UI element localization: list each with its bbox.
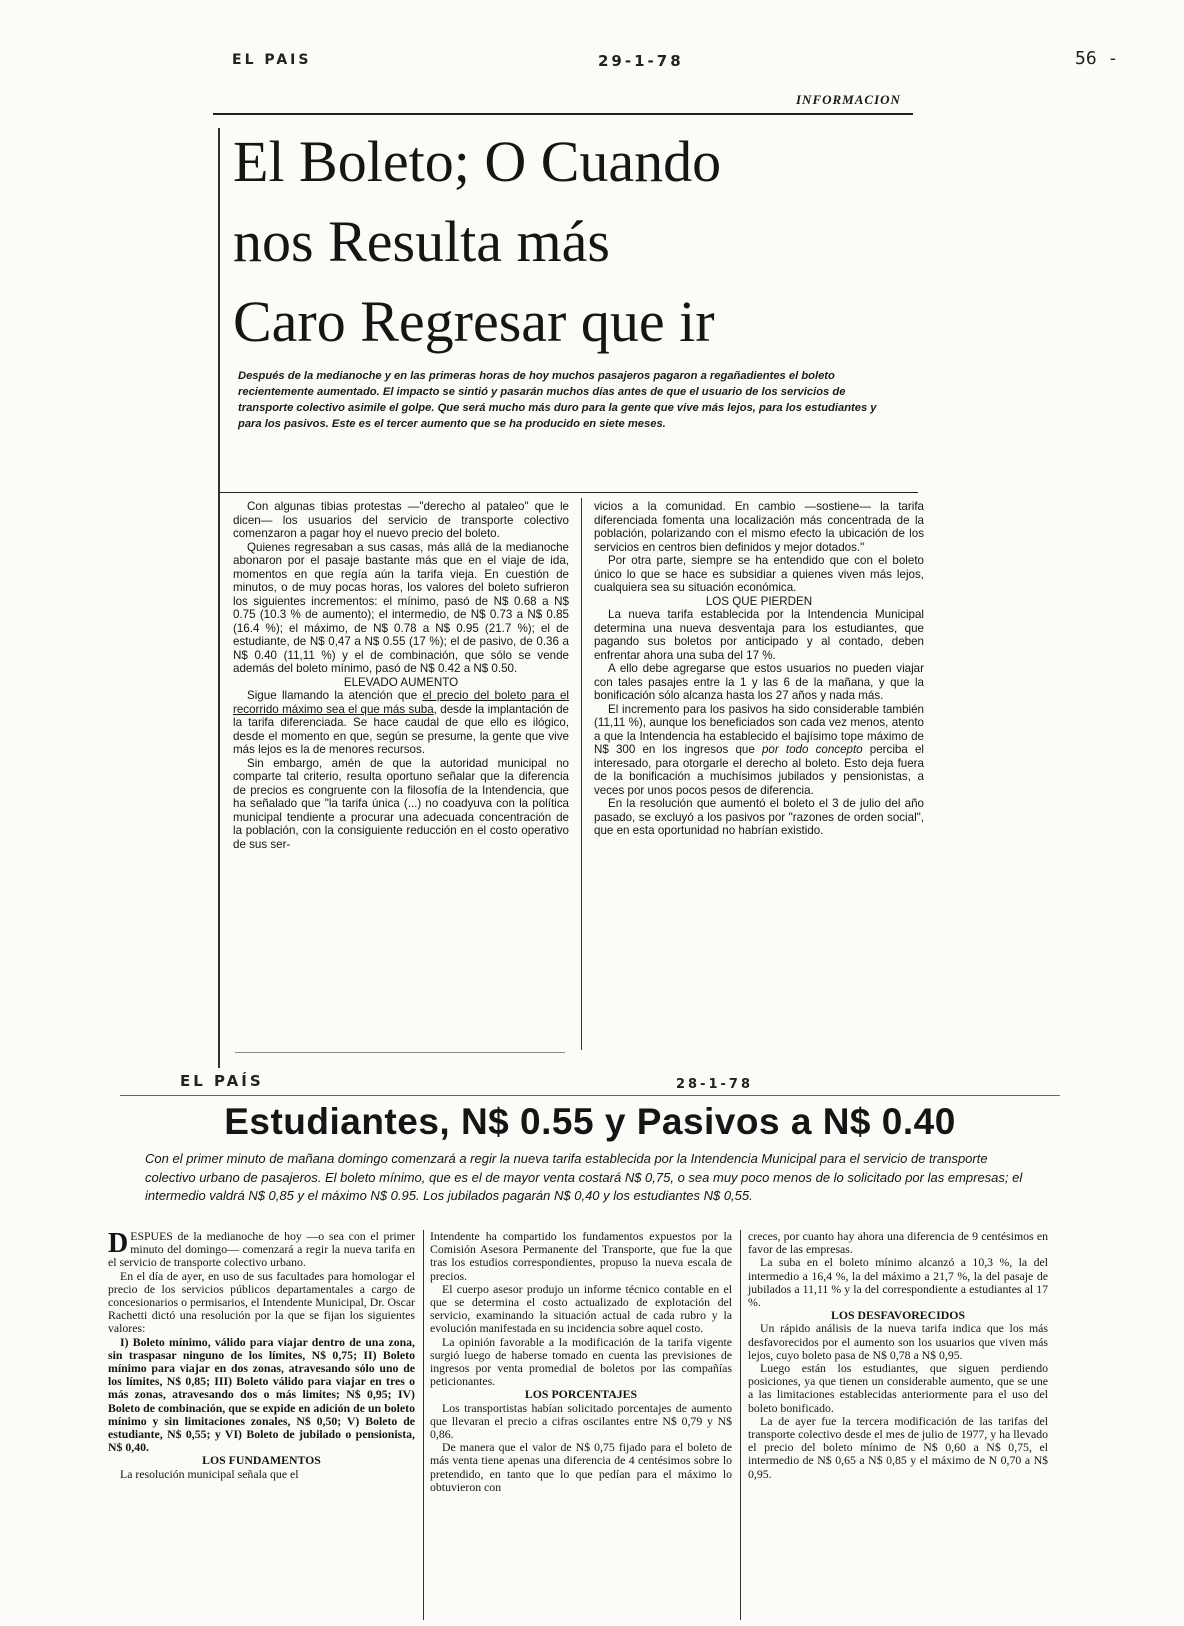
paragraph: La resolución municipal señala que el — [120, 1466, 299, 1481]
article-2-lead: Con el primer minuto de mañana domingo comenzará a regir la nueva tarifa establecida por la Intendencia Municipal para el servicio de transporte colectivo urbano de pasajeros. El boleto mínimo, que es el de mayor venta costará N$ 0,75, o sea muy poco menos de lo solicitado por las empresas; el intermedio valdrá N$ 0,85 y el máximo N$ 0.95. Los jubilados pagarán N$ 0,40 y los estudiantes N$ 0,55. — [145, 1151, 1023, 1203]
article-2-column-1 — [108, 1230, 415, 1481]
column-divider-2b — [740, 1230, 741, 1620]
paragraph: Un rápido análisis de la nueva tarifa indica que los más desfavorecidos por el aumento son los usuarios que viven más lejos, cuyo boleto pasa de N$ 0,78 a N$ 0,95. — [748, 1321, 1048, 1362]
paragraph: Sin embargo, amén de que la autoridad municipal no comparte tal criterio, resulta oportuno señalar que la diferencia de precios es congruente con la filosofía de la Intendencia, que ha señalado que "la tarifa única (...) no coadyuva con la política municipal tendiente a procurar una adecuada concentración de la población, con la consiguiente reducción en el costo operativo de sus ser- — [233, 756, 569, 851]
lead-rule — [218, 492, 918, 493]
left-border-rule — [218, 128, 220, 1068]
paragraph: En el día de ayer, en uso de sus facultades para homologar el precio de los servicios públicos departamentales a cargo de concesionarios o permisarios, el Intendente Municipal, Dr. Oscar Rachetti dictó una resolución por la que se fijan los siguientes valores: — [108, 1268, 415, 1336]
subheading: LOS DESFAVORECIDOS — [830, 1308, 966, 1323]
column-divider — [581, 498, 582, 1050]
paragraph: Con algunas tibias protestas —"derecho al pataleo" que le dicen— los usuarios del servicio de transporte colectivo comenzaron a pagar hoy el nuevo precio del boleto. — [233, 500, 569, 540]
article-lead: Después de la medianoche y en las primeras horas de hoy muchos pasajeros pagaron a regañadientes el boleto recientemente aumentado. El impacto se sintió y pasarán muchos días antes de que el usuario de los servicios de transporte colectivo asimile el golpe. Que será mucho más duro para la gente que vive más lejos, para los estudiantes y para los pasivos. Este es el tercer aumento que se ha producido en siete meses. — [238, 370, 877, 430]
paragraph: El incremento para los pasivos ha sido considerable también (11,11 %), aunque los beneficiados son cada vez menos, atento a que la Intendencia ha establecido el bajísimo tope máximo de N$ 300 en los ingresos que por todo concepto perciba el interesado, para otorgarle el derecho al boleto. Esto deja fuera de la bonificación a muchísimos jubilados y pensionistas, a veces por unos pocos pesos de diferencia. — [594, 702, 924, 797]
newspaper-name-2: EL PAÍS — [180, 1072, 264, 1090]
article-column-2 — [594, 500, 924, 838]
section-label: INFORMACION — [796, 92, 901, 107]
headline-line-3: Caro Regresar que ir — [233, 289, 715, 354]
date-top: 29-1-78 — [598, 52, 684, 70]
paragraph: A ello debe agregarse que estos usuarios no pueden viajar con tales pasajes entre la 1 y las 6 de la mañana, y que la bonificación sólo alcanza hasta los 27 años y nada más. — [594, 662, 924, 702]
paragraph: I) Boleto mínimo, válido para viajar dentro de una zona, sin traspasar ninguno de los límites, N$ 0,75; II) Boleto mínimo para viajar en dos zonas, atravesando sólo uno de los límites, N$ 0,85; III) Boleto válido para viajar en tres o más zonas, atravesando dos o más limites; N$ 0,95; IV) Boleto de combinación, que se expide en adición de un boleto mínimo y sin limitaciones zonales, N$ 0,50; V) Boleto de estudiante, N$ 0,55; y VI) Boleto de jubilado o pensionista, N$ 0,40. — [108, 1334, 415, 1455]
article-2-column-3 — [748, 1230, 1048, 1481]
paragraph: La nueva tarifa establecida por la Intendencia Municipal determina una nueva desventaja para los estudiantes, que pagando sus boletos por anticipado y al contado, deben enfrentar ahora una suba del 17 %. — [594, 608, 924, 662]
subheading: LOS FUNDAMENTOS — [202, 1453, 321, 1468]
newspaper-name-top: EL PAIS — [232, 52, 312, 68]
top-rule — [213, 113, 913, 115]
date-2: 28-1-78 — [676, 1077, 754, 1092]
paragraph: Sigue llamando la atención que el precio del boleto para el recorrido máximo sea el que más suba, desde la implantación de la tarifa diferenciada. Se hace caudal de que ello es ilógico, desde el momento en que, según se presume, la gente que vive más lejos es la de menores recursos. — [233, 689, 569, 756]
paragraph: Los transportistas habían solicitado porcentajes de aumento que llevaran el precio a cifras oscilantes entre N$ 0,79 y N$ 0,86. — [430, 1400, 732, 1442]
article-2-column-2 — [430, 1230, 732, 1494]
paragraph: La suba en el boleto mínimo alcanzó a 10,3 %, la del intermedio a 16,4 %, la del máximo a 21,7 %, la del pasaje de jubilados a 11,11 % y la del correspondiente a estudiantes al 17 %. — [748, 1255, 1048, 1310]
headline-line-1: El Boleto; O Cuando — [233, 129, 722, 194]
paragraph: Por otra parte, siempre se ha entendido que con el boleto único lo que se hace es subsidiar a quienes viven más lejos, cualquiera sea su situación económica. — [594, 554, 924, 594]
article-column-1 — [233, 500, 569, 851]
subheading: ELEVADO AUMENTO — [343, 675, 459, 689]
column-divider-2a — [423, 1230, 424, 1620]
paragraph: La opinión favorable a la modificación de la tarifa vigente surgió luego de haberse tomado en cuenta las previsiones de ingresos por venta promedial de boletos por las compañías peticionantes. — [430, 1334, 732, 1389]
drop-cap: D — [108, 1228, 129, 1259]
page-number: 56 - — [1075, 48, 1119, 69]
headline-line-2: nos Resulta más — [233, 209, 610, 274]
paragraph: En la resolución que aumentó el boleto el 3 de julio del año pasado, se excluyó a los pasivos por "razones de orden social", que en esta oportunidad no habrían existido. — [594, 797, 924, 837]
paragraph: Intendente ha compartido los fundamentos expuestos por la Comisión Asesora Permanente del Transporte, que fue la que tras los estudios correspondientes, propuso la nueva escala de precios. — [430, 1229, 732, 1283]
paragraph: creces, por cuanto hay ahora una diferencia de 9 centésimos en favor de las empresas. — [748, 1229, 1048, 1257]
subheading: LOS QUE PIERDEN — [705, 594, 813, 608]
paragraph: El cuerpo asesor produjo un informe técnico contable en el que se determina el costo actualizado de explotación del servicio, examinando la situación actual de cada rubro y la evolución manifestada en su incidencia sobre aquel costo. — [430, 1281, 732, 1336]
paragraph: Quienes regresaban a sus casas, más allá de la medianoche abonaron por el pasaje bastante más que en el viaje de ida, momentos en que regía aún la tarifa vieja. En cuestión de minutos, o de muy pocas horas, los valores del boleto sufrieron los siguientes incrementos: el mínimo, pasó de N$ 0.68 a N$ 0.75 (10.3 % de aumento); el intermedio, de N$ 0.73 a N$ 0.85 (16.4 %); el máximo, de N$ 0.78 a N$ 0.95 (21.7 %); el de estudiante, de N$ 0,47 a N$ 0.55 (17 %); el de pasivo, de 0.36 a N$ 0.40 (11,11 %) y el de combinación, que sólo se vende además del boleto mínimo, pasó de N$ 0.42 a N$ 0.50. — [233, 540, 569, 675]
paragraph: La de ayer fue la tercera modificación de las tarifas del transporte colectivo desde el mes de julio de 1977, y ha llevado el precio del boleto mínimo de N$ 0,60 a N$ 0,75, el intermedio de N$ 0,65 a N$ 0,85 y el máximo de N 0,70 a N$ 0,95. — [748, 1413, 1048, 1481]
clipping-edge — [235, 1052, 565, 1053]
paragraph: vicios a la comunidad. En cambio —sostiene— la tarifa diferenciada fomenta una localización más concentrada de la población, polarizando con el mismo efecto la ubicación de los servicios en centros bien definidos y mejor dotados." — [594, 500, 924, 554]
underlined-text: el precio del boleto para el recorrido máximo sea el que más suba — [233, 689, 569, 716]
headline-2: Estudiantes, N$ 0.55 y Pasivos a N$ 0.40 — [224, 1101, 956, 1142]
subheading: LOS PORCENTAJES — [524, 1387, 638, 1402]
paragraph: Luego están los estudiantes, que siguen perdiendo posiciones, ya que tienen un considerable aumento, que se une a las limitaciones establecidas anteriormente para el uso del boleto bonificado. — [748, 1361, 1048, 1415]
paragraph: DESPUES de la medianoche de hoy —o sea con el primer minuto del domingo— comenzará a regir la nueva tarifa en el servicio de transporte colectivo urbano. — [108, 1228, 415, 1270]
clipping-2-top-rule — [120, 1095, 1060, 1096]
paragraph: De manera que el valor de N$ 0,75 fijado para el boleto de más venta tiene apenas una diferencia de 4 centésimos sobre lo pretendido, en tanto que lo que pedían para el máximo lo obtuvieron con — [430, 1440, 732, 1494]
